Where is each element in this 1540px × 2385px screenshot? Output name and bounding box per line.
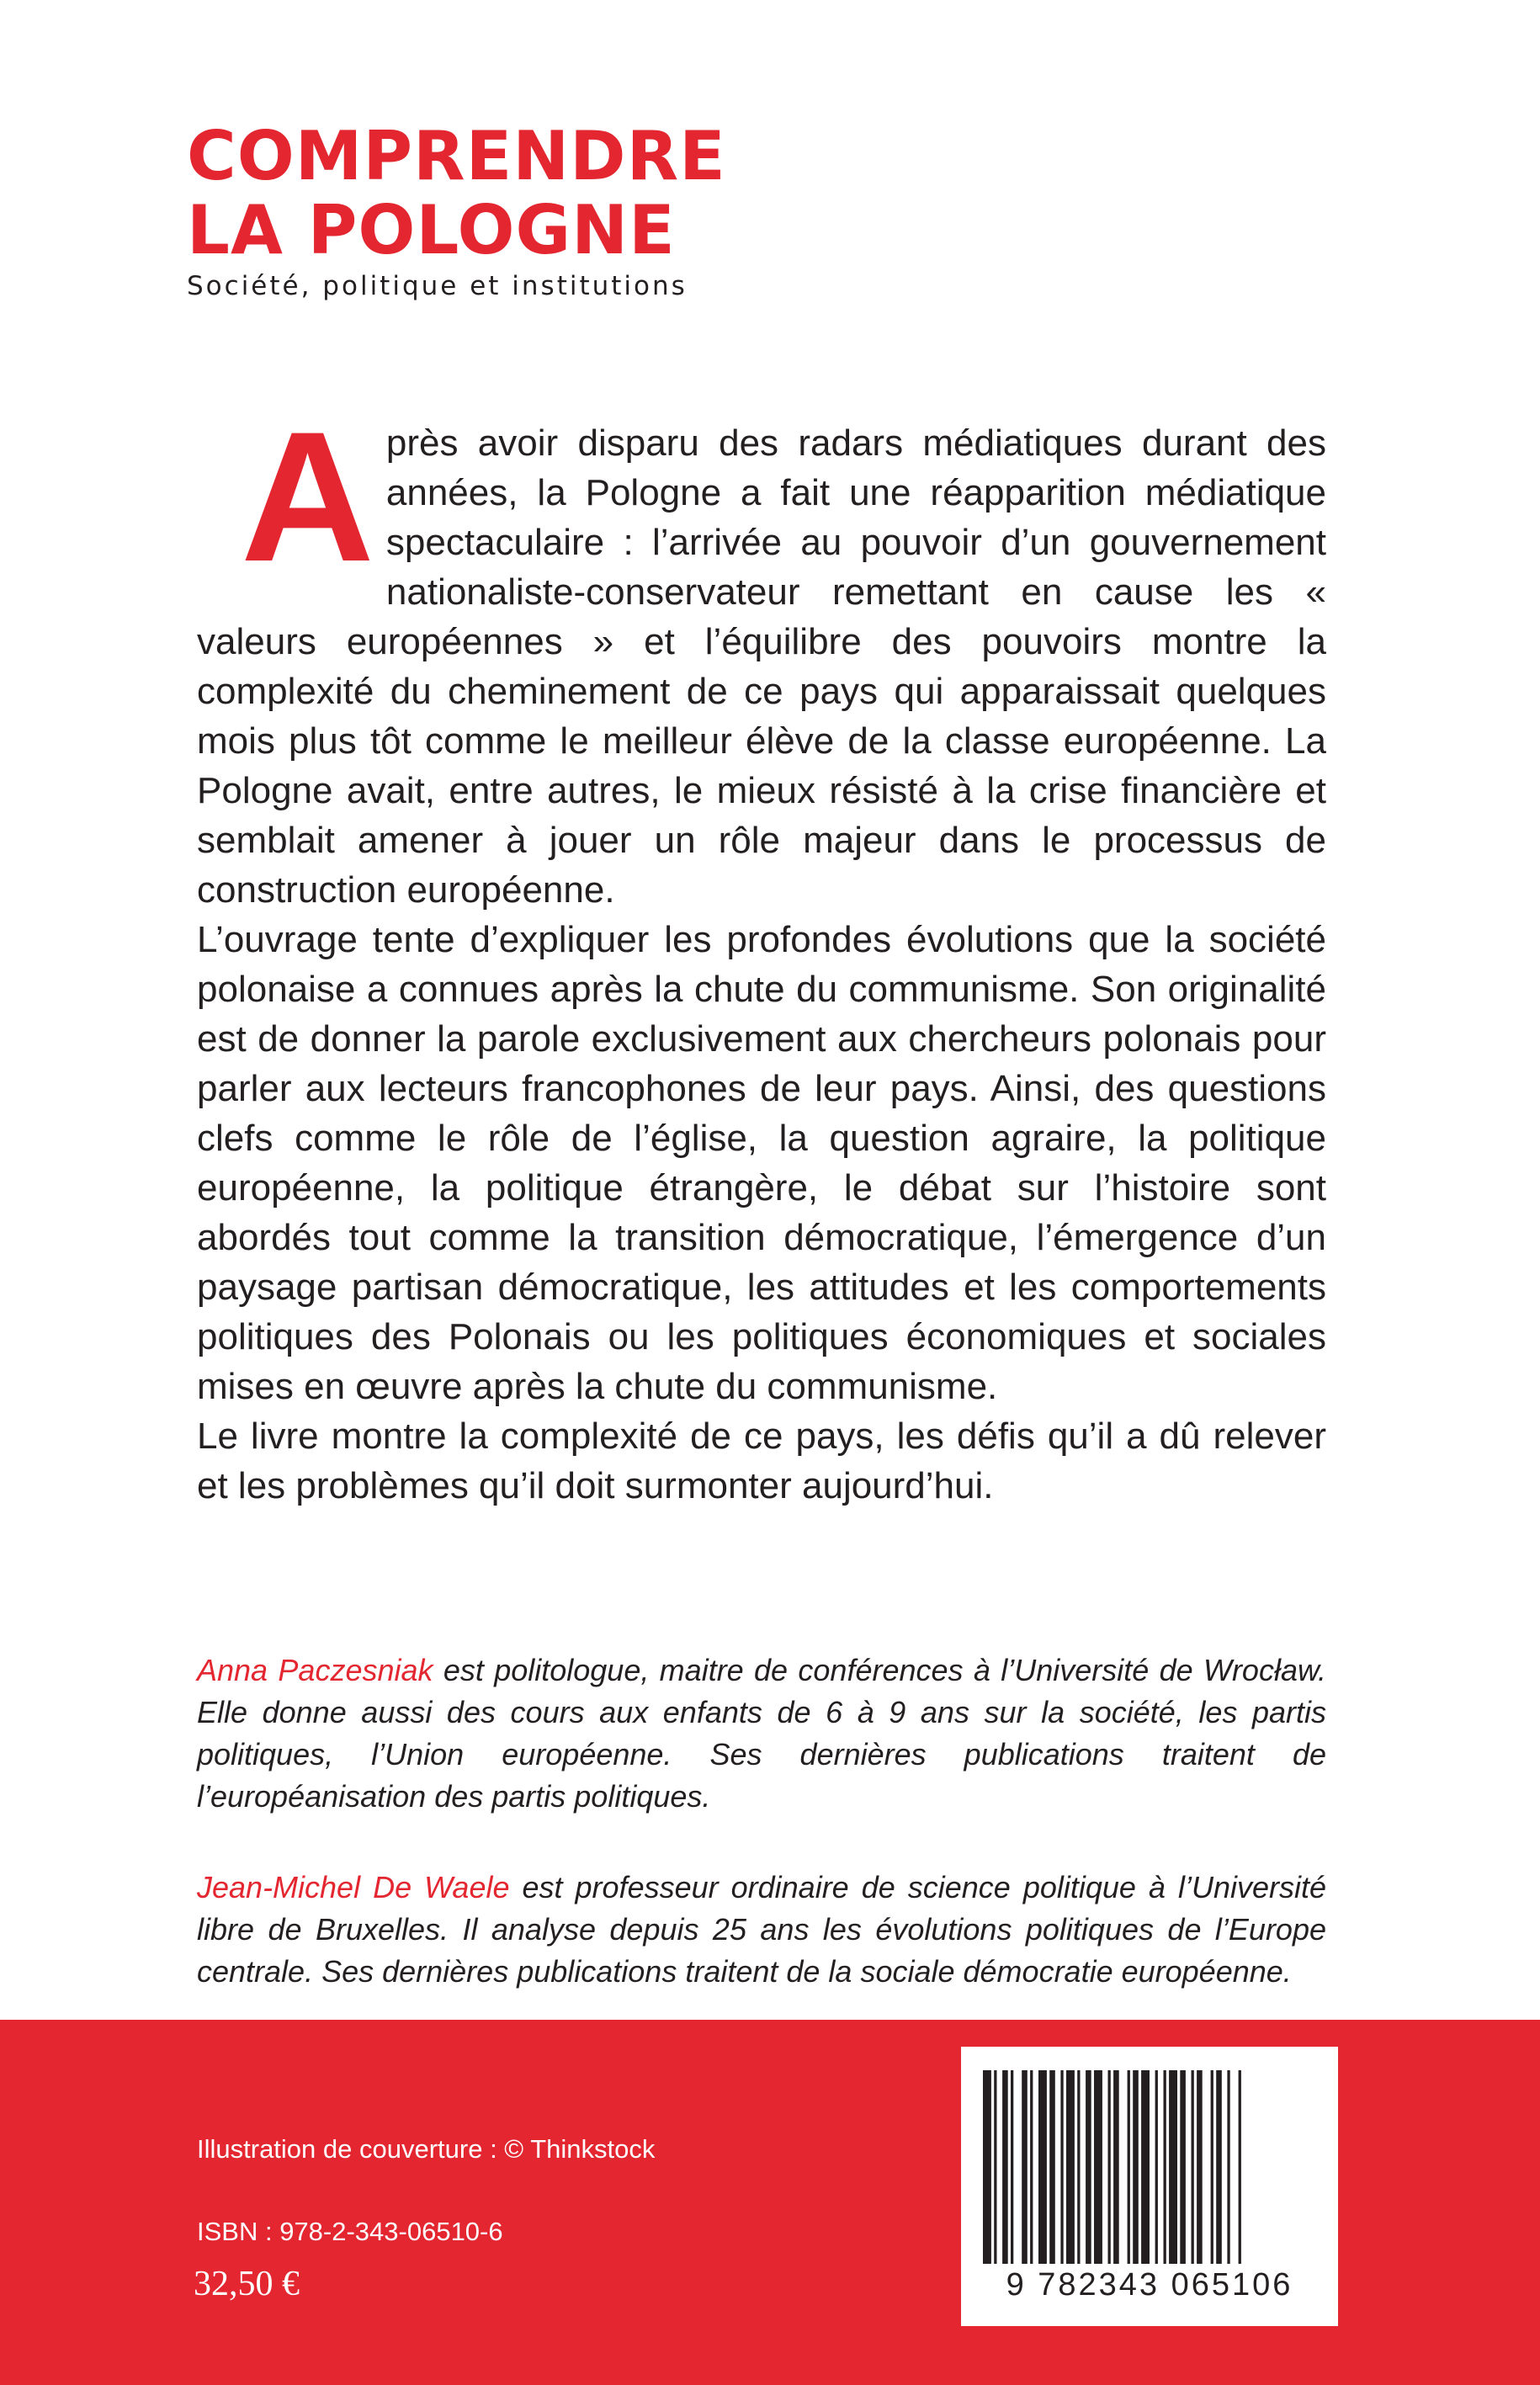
barcode-bar — [1108, 2070, 1111, 2264]
paragraph-2: L’ouvrage tente d’expliquer les profondes évolutions que la société polonaise a connues après la chute du communisme. Son originalité est de donner la parole exclusivement aux chercheurs polonais pour parler aux lecteurs francophones de leur pays. Ainsi, des questions clefs comme le rôle de l’église, la question agraire, la politique européenne, la politique étrangère, le débat sur l’histoire sont abordés tout comme la transition démocratique, l’émergence d’un paysage partisan démocratique, les attitudes et les comportements politiques des Polonais ou les politiques économiques et sociales mises en œuvre après la chute du communisme. — [197, 919, 1326, 1407]
book-subtitle: Société, politique et institutions — [187, 271, 688, 301]
author-name-1: Anna Paczesniak — [197, 1653, 433, 1687]
barcode-bar — [1180, 2070, 1186, 2264]
barcode-bar — [1066, 2070, 1075, 2264]
barcode-bar — [983, 2070, 991, 2264]
barcode-bar — [1094, 2070, 1102, 2264]
author-name-2: Jean-Michel De Waele — [197, 1870, 510, 1904]
drop-cap: A — [241, 393, 374, 600]
title-line-1: COMPRENDRE — [187, 117, 726, 195]
barcode-bar — [1022, 2070, 1028, 2264]
book-title — [187, 117, 726, 269]
isbn: ISBN : 978-2-343-06510-6 — [197, 2217, 503, 2246]
barcode-bar — [1128, 2070, 1130, 2264]
barcode — [961, 2047, 1338, 2326]
barcode-bar — [1155, 2070, 1158, 2264]
title-line-2: LA POLOGNE — [187, 191, 676, 269]
barcode-bar — [1239, 2070, 1241, 2264]
barcode-digits: 9 782343 065106 — [1006, 2267, 1293, 2303]
back-cover-blurb — [197, 393, 1326, 1511]
barcode-bar — [1192, 2070, 1194, 2264]
barcode-bar — [1030, 2070, 1033, 2264]
barcode-bar — [1011, 2070, 1013, 2264]
barcode-bar — [1227, 2070, 1229, 2264]
barcode-bar — [1211, 2070, 1213, 2264]
author-bio-1-text: est politologue, maitre de conférences à l’Université de Wrocław. Elle donne aussi des cours aux enfants de 6 à 9 ans sur la société, les partis politiques, l’Union européenne. Ses dernières publications traitent de l’européanisation des partis politiques. — [197, 1653, 1326, 1814]
barcode-bars — [978, 2070, 1321, 2264]
barcode-bar — [1141, 2070, 1150, 2264]
author-bio-1 — [197, 1649, 1326, 1818]
price: 32,50 € — [194, 2265, 300, 2303]
barcode-bar — [1164, 2070, 1166, 2264]
barcode-bar — [1049, 2070, 1055, 2264]
author-bio-2-text: est professeur ordinaire de science politique à l’Université libre de Bruxelles. Il analyse depuis 25 ans les évolutions politiques de l’Europe centrale. Ses dernières publications traitent de la sociale démocratie européenne. — [197, 1870, 1326, 1989]
barcode-bar — [1133, 2070, 1139, 2264]
barcode-bar — [1113, 2070, 1119, 2264]
barcode-bar — [1038, 2070, 1047, 2264]
paragraph-3: Le livre montre la complexité de ce pays, les défis qu’il a dû relever et les problèmes qu’il doit surmonter aujourd’hui. — [197, 1416, 1326, 1506]
paragraph-1 — [197, 393, 1326, 915]
barcode-bar — [1002, 2070, 1008, 2264]
barcode-bar — [1169, 2070, 1177, 2264]
barcode-bar — [1216, 2070, 1222, 2264]
barcode-bar — [1197, 2070, 1203, 2264]
barcode-bar — [1060, 2070, 1063, 2264]
barcode-bar — [1086, 2070, 1091, 2264]
illustration-credit: Illustration de couverture : © Thinkstock — [197, 2134, 656, 2164]
barcode-bar — [994, 2070, 996, 2264]
author-bio-2 — [197, 1867, 1326, 1993]
paragraph-1-text: près avoir disparu des radars médiatiques durant des années, la Pologne a fait une réapparition médiatique spectaculaire : l’arrivée au pouvoir d’un gouvernement nationaliste-conservateur remettant en cause les « valeurs européennes » et l’équilibre des pouvoirs montre la complexité du cheminement de ce pays qui apparaissait quelques mois plus tôt comme le meilleur élève de la classe européenne. La Pologne avait, entre autres, le mieux résisté à la crise financière et semblait amener à jouer un rôle majeur dans le processus de construction européenne. — [197, 422, 1326, 911]
barcode-bar — [1077, 2070, 1080, 2264]
